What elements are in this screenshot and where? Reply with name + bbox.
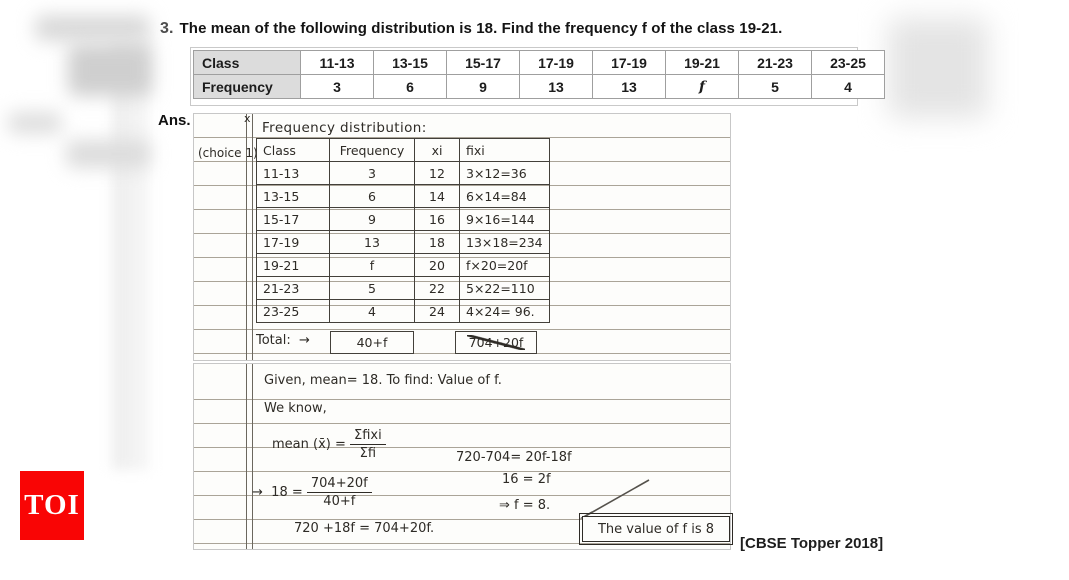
table-row xyxy=(257,254,550,277)
work-cell: 9×16=144 xyxy=(460,208,550,231)
table-row xyxy=(257,185,550,208)
frequency-cell: 3 xyxy=(301,75,374,99)
work-header-xi: xi xyxy=(415,139,460,162)
table-row xyxy=(257,139,550,162)
right-arrow-glyph: → xyxy=(252,485,263,500)
eq-bottom: 720 +18f = 704+20f. xyxy=(294,521,435,536)
class-cell: 23-25 xyxy=(812,51,885,75)
work-cell: 3×12=36 xyxy=(460,162,550,185)
eq-right2: 16 = 2f xyxy=(502,472,551,487)
work-cell: 5×22=110 xyxy=(460,277,550,300)
toi-logo: TOI xyxy=(20,471,84,540)
work-cell: f×20=20f xyxy=(460,254,550,277)
work-table xyxy=(256,138,550,323)
fraction-numerator: Σfixi xyxy=(350,428,386,445)
background-blur-blob xyxy=(68,44,152,96)
background-blur-band xyxy=(112,40,150,470)
notebook-margin-line xyxy=(246,364,253,549)
work-total-label xyxy=(256,333,310,348)
class-header-cell: Class xyxy=(194,51,301,75)
question-number: 3. xyxy=(160,20,174,37)
work-total-fixi xyxy=(455,331,537,354)
solution-scan-upper xyxy=(193,113,731,361)
class-cell: 17-19 xyxy=(520,51,593,75)
eq-right1: 720-704= 20f-18f xyxy=(456,450,572,465)
work-header-frequency: Frequency xyxy=(330,139,415,162)
class-cell: 17-19 xyxy=(593,51,666,75)
work-cell: 5 xyxy=(330,277,415,300)
table-row xyxy=(194,75,885,99)
question-table xyxy=(193,50,885,99)
background-blur-blob xyxy=(35,15,150,41)
given-line: Given, mean= 18. To find: Value of f. xyxy=(264,373,502,388)
work-cell: 12 xyxy=(415,162,460,185)
final-answer-box: The value of f is 8 xyxy=(582,516,730,542)
table-row xyxy=(194,51,885,75)
work-cell: 4×24= 96. xyxy=(460,300,550,323)
class-cell: 19-21 xyxy=(666,51,739,75)
background-blur-blob xyxy=(66,140,150,168)
table-row xyxy=(257,300,550,323)
mean-formula xyxy=(272,428,386,461)
work-cell: 3 xyxy=(330,162,415,185)
margin-mark: x xyxy=(244,112,251,125)
work-cell: 22 xyxy=(415,277,460,300)
work-cell: 6×14=84 xyxy=(460,185,550,208)
question-text: The mean of the following distribution is 18. Find the frequency f of the class 19-21. xyxy=(179,20,783,37)
work-cell: 11-13 xyxy=(257,162,330,185)
worksheet-title: Frequency distribution: xyxy=(262,120,427,136)
frequency-cell: 13 xyxy=(520,75,593,99)
work-cell: 18 xyxy=(415,231,460,254)
work-cell: 17-19 xyxy=(257,231,330,254)
table-row xyxy=(257,208,550,231)
total-fixi-text: 704+20f xyxy=(468,335,524,350)
frequency-cell: 6 xyxy=(374,75,447,99)
answer-label: Ans. xyxy=(158,112,191,129)
work-cell: 16 xyxy=(415,208,460,231)
work-cell: 9 xyxy=(330,208,415,231)
class-cell: 13-15 xyxy=(374,51,447,75)
background-blur-blob xyxy=(8,112,62,134)
work-cell: 13-15 xyxy=(257,185,330,208)
work-cell: 24 xyxy=(415,300,460,323)
work-header-fixi: fixi xyxy=(460,139,550,162)
work-header-class: Class xyxy=(257,139,330,162)
work-cell: 6 xyxy=(330,185,415,208)
frequency-header-cell: Frequency xyxy=(194,75,301,99)
work-cell: 23-25 xyxy=(257,300,330,323)
total-label-text: Total: xyxy=(256,333,291,348)
eq-right3: ⇒ f = 8. xyxy=(499,498,551,513)
fraction-numerator: 704+20f xyxy=(307,476,372,493)
source-credit: [CBSE Topper 2018] xyxy=(740,535,884,552)
work-cell: 13 xyxy=(330,231,415,254)
table-row xyxy=(257,231,550,254)
eq-18-lhs: 18 = xyxy=(271,485,303,500)
work-cell: 13×18=234 xyxy=(460,231,550,254)
eq-18-fraction xyxy=(307,476,372,509)
frequency-cell: 13 xyxy=(593,75,666,99)
class-cell: 15-17 xyxy=(447,51,520,75)
frequency-cell: 5 xyxy=(739,75,812,99)
work-cell: f xyxy=(330,254,415,277)
background-blur-blob xyxy=(888,18,988,118)
we-know-line: We know, xyxy=(264,401,327,416)
frequency-cell: 9 xyxy=(447,75,520,99)
work-cell: 19-21 xyxy=(257,254,330,277)
eq-18 xyxy=(252,476,372,509)
class-cell: 21-23 xyxy=(739,51,812,75)
frequency-cell-f: f xyxy=(666,75,739,99)
work-cell: 20 xyxy=(415,254,460,277)
right-arrow-glyph: → xyxy=(299,333,310,348)
work-cell: 15-17 xyxy=(257,208,330,231)
question-line xyxy=(160,20,900,38)
work-cell: 21-23 xyxy=(257,277,330,300)
table-row xyxy=(257,162,550,185)
table-row xyxy=(257,277,550,300)
work-cell: 4 xyxy=(330,300,415,323)
fraction-denominator: 40+f xyxy=(323,494,356,509)
work-total-frequency: 40+f xyxy=(330,331,414,354)
frequency-cell: 4 xyxy=(812,75,885,99)
mean-lhs: mean (x̄) = xyxy=(272,437,346,452)
margin-note: (choice 1) xyxy=(198,146,258,160)
fraction-denominator: Σfi xyxy=(359,446,377,461)
solution-scan-lower xyxy=(193,363,731,550)
mean-fraction xyxy=(350,428,386,461)
work-cell: 14 xyxy=(415,185,460,208)
class-cell: 11-13 xyxy=(301,51,374,75)
